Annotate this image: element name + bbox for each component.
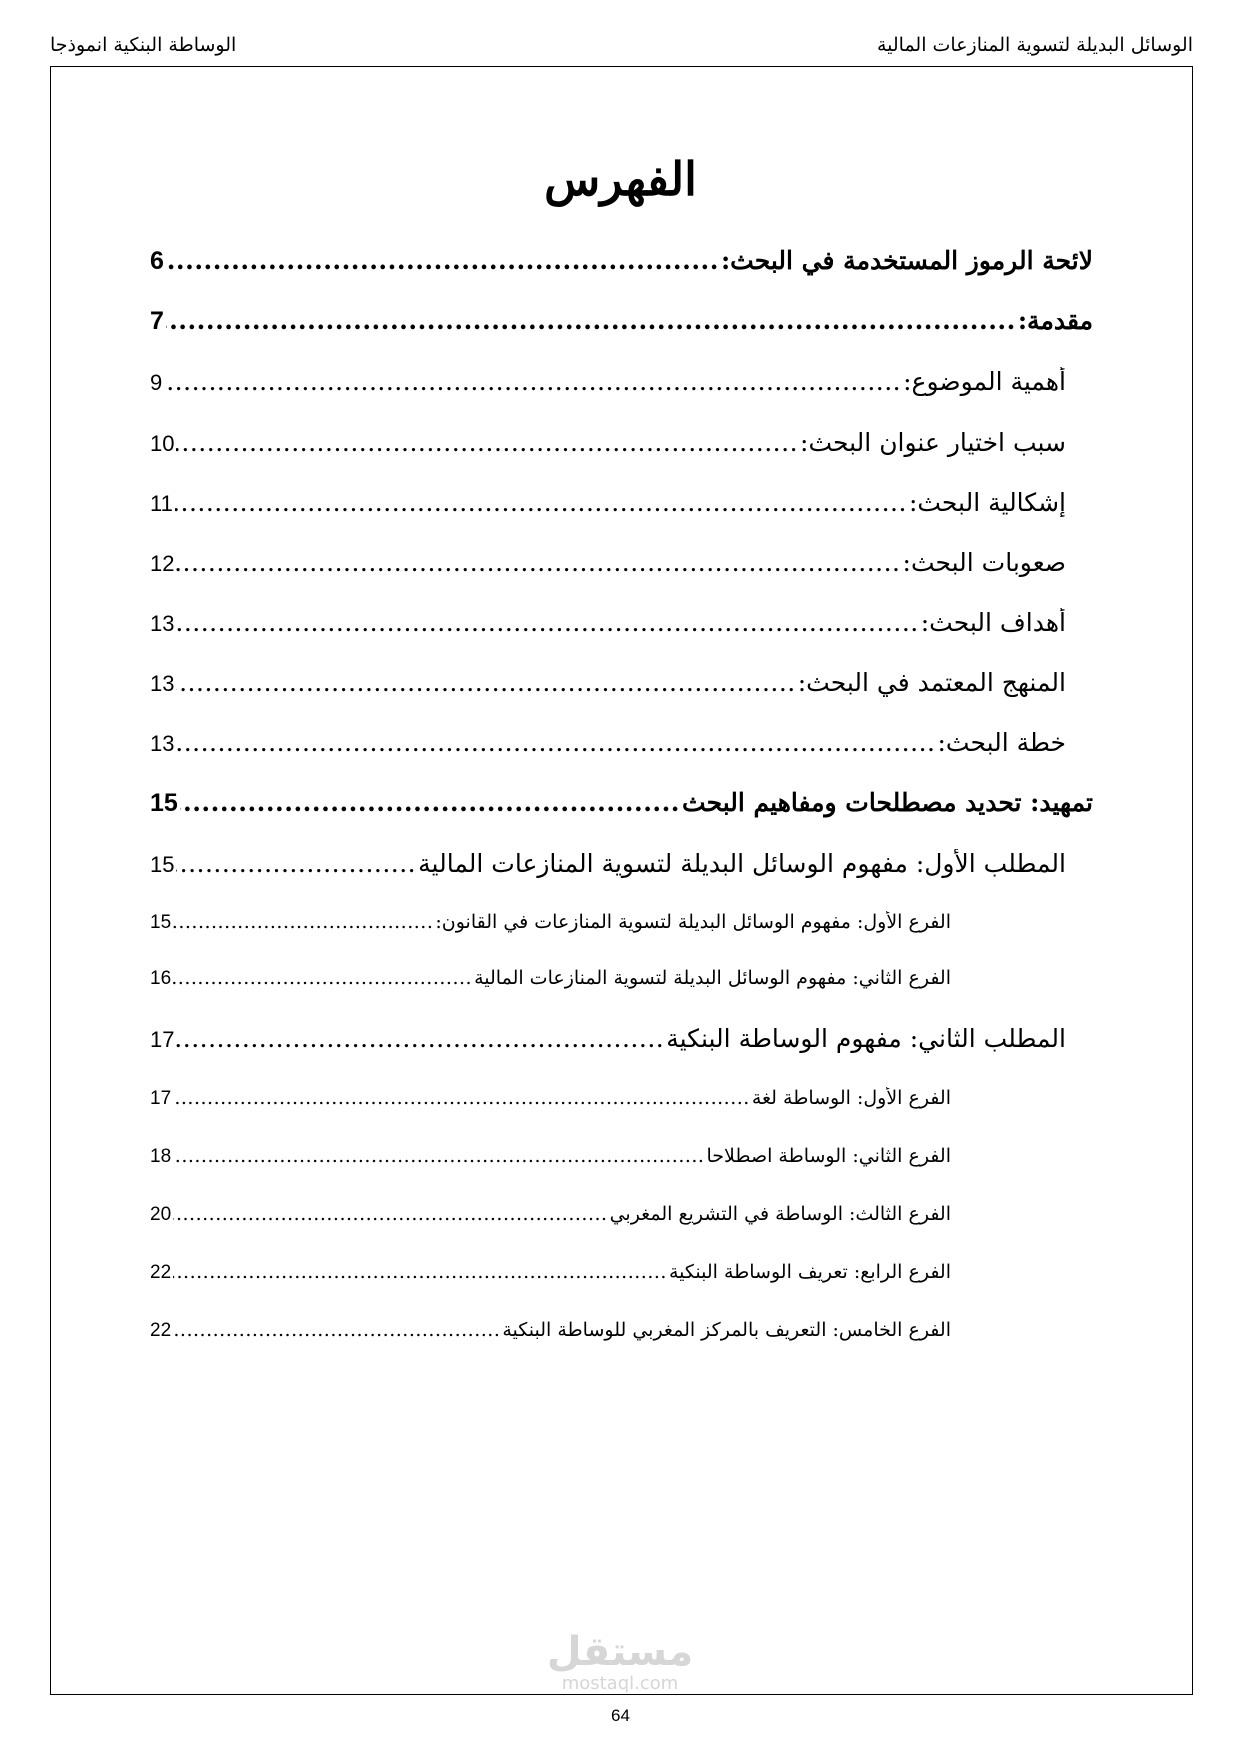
watermark-url: mostaql.com <box>561 1673 679 1694</box>
toc-entry-label: الفرع الخامس: التعريف بالمركز المغربي للوساطة البنكية <box>502 1319 951 1341</box>
toc-entry-label: إشكالية البحث: <box>908 488 1066 517</box>
toc-entry <box>150 428 1066 457</box>
toc-entry <box>150 608 1066 637</box>
toc-entry <box>150 967 951 990</box>
toc-leader-dots <box>176 428 798 457</box>
toc-entry-page: 10 <box>150 431 175 456</box>
toc-leader-dots <box>173 1145 704 1167</box>
toc-leader-dots <box>176 608 918 637</box>
toc-leader-dots <box>173 1203 607 1225</box>
toc-leader-dots <box>173 911 433 933</box>
toc-entry-label: خطة البحث: <box>937 728 1066 757</box>
toc-entry-label: المنهج المعتمد في البحث: <box>797 668 1066 697</box>
toc-entry <box>150 1087 951 1110</box>
toc-entry-page: 11 <box>150 491 173 516</box>
toc-leader-dots <box>176 548 900 577</box>
running-header-subtitle: الوساطة البنكية انموذجا <box>50 34 237 56</box>
toc-leader-dots <box>175 488 907 517</box>
toc-entry-label: سبب اختيار عنوان البحث: <box>800 428 1066 457</box>
toc-entry-page: 13 <box>150 611 175 636</box>
toc-entry <box>150 1203 951 1226</box>
toc-entry-label: الفرع الثاني: مفهوم الوسائل البديلة لتسوية المنازعات المالية <box>474 967 951 989</box>
toc-entry-label: الفرع الأول: الوساطة لغة <box>751 1087 951 1109</box>
toc-entry-page: 9 <box>150 370 163 395</box>
toc-leader-dots <box>176 849 416 878</box>
toc-entry <box>150 849 1066 878</box>
toc-leader-dots <box>176 668 795 697</box>
toc-entry-label: تمهيد: تحديد مصطلحات ومفاهيم البحث <box>682 788 1093 817</box>
toc-entry <box>150 728 1066 757</box>
toc-entry-label: مقدمة: <box>1017 306 1093 335</box>
toc-entry-label: صعوبات البحث: <box>902 548 1066 577</box>
running-header-title: الوسائل البديلة لتسوية المنازعات المالية <box>876 34 1193 56</box>
toc-entry <box>150 1261 951 1284</box>
toc-entry-label: الفرع الرابع: تعريف الوساطة البنكية <box>668 1261 951 1283</box>
toc-entry-label: الفرع الثاني: الوساطة اصطلاحا <box>706 1145 951 1167</box>
watermark-logo <box>520 1630 720 1694</box>
toc-entry-label: لائحة الرموز المستخدمة في البحث: <box>720 246 1093 275</box>
toc-entry-page: 6 <box>150 247 164 275</box>
toc-leader-dots <box>166 246 719 275</box>
toc-entry-label: أهداف البحث: <box>920 608 1066 637</box>
toc-leader-dots <box>166 306 1016 335</box>
toc-entry-page: 17 <box>150 1088 172 1109</box>
toc-leader-dots <box>176 728 935 757</box>
page-number: 64 <box>611 1706 630 1725</box>
toc-entry-label: الفرع الثالث: الوساطة في التشريع المغربي <box>609 1203 951 1225</box>
toc-entry-page: 22 <box>150 1262 172 1283</box>
toc-entry-page: 15 <box>150 852 175 877</box>
toc-entry-label: أهمية الموضوع: <box>903 367 1066 396</box>
toc-entry-page: 7 <box>150 307 164 335</box>
toc-leader-dots <box>176 1024 664 1053</box>
toc-entry-label: الفرع الأول: مفهوم الوسائل البديلة لتسوية المنازعات في القانون: <box>435 911 951 933</box>
toc-entry <box>150 1319 951 1342</box>
toc-entry-page: 22 <box>150 1320 172 1341</box>
toc-leader-dots <box>173 967 472 989</box>
toc-entry-page: 20 <box>150 1204 172 1225</box>
toc-entry-page: 16 <box>150 968 172 989</box>
toc-leader-dots <box>173 1087 750 1109</box>
page-title: الفهرس <box>544 152 697 206</box>
toc-entry <box>150 246 1093 276</box>
toc-entry <box>150 788 1093 818</box>
toc-entry-page: 17 <box>150 1027 175 1052</box>
toc-leader-dots <box>173 1319 500 1341</box>
toc-entry <box>150 548 1066 577</box>
toc-entry-page: 13 <box>150 671 175 696</box>
toc-entry-label: المطلب الثاني: مفهوم الوساطة البنكية <box>666 1024 1066 1053</box>
toc-entry <box>150 306 1093 336</box>
toc-entry <box>150 668 1066 697</box>
toc-entry-label: المطلب الأول: مفهوم الوسائل البديلة لتسوية المنازعات المالية <box>418 849 1066 878</box>
toc-leader-dots <box>180 788 680 817</box>
toc-entry <box>150 1145 951 1168</box>
toc-entry-page: 12 <box>150 551 175 576</box>
toc-entry-page: 15 <box>150 789 178 817</box>
toc-entry-page: 13 <box>150 731 175 756</box>
toc-entry <box>150 367 1066 396</box>
toc-entry <box>150 488 1066 517</box>
watermark-arabic: مستقل <box>546 1629 694 1675</box>
toc-leader-dots <box>164 367 901 396</box>
toc-entry-page: 15 <box>150 912 172 933</box>
toc-leader-dots <box>173 1261 667 1283</box>
toc-entry <box>150 1024 1066 1053</box>
toc-entry <box>150 911 951 934</box>
toc-entry-page: 18 <box>150 1146 172 1167</box>
